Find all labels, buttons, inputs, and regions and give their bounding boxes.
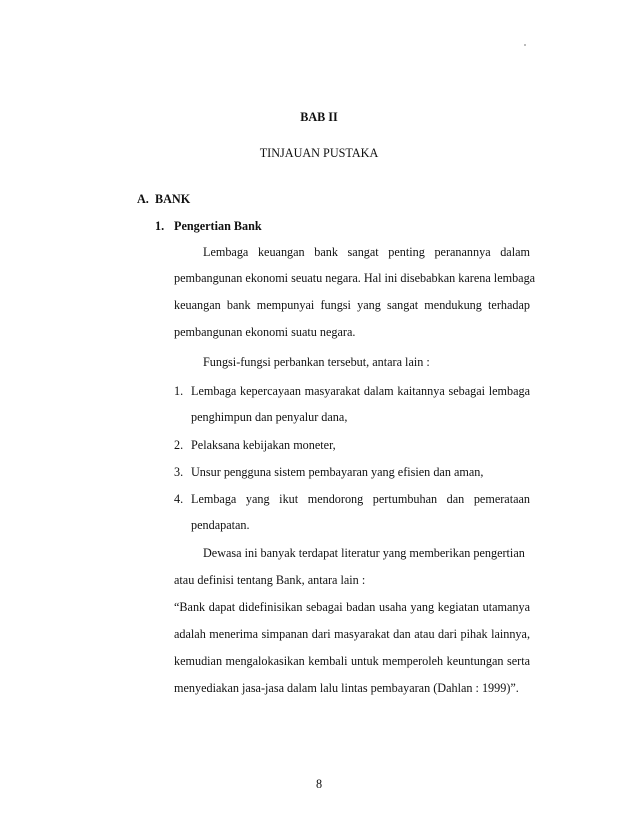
chapter-number: BAB II (300, 110, 338, 124)
subsection-label: 1. (155, 219, 165, 233)
section-label: A. (137, 192, 149, 206)
quote-line: menyediakan jasa-jasa dalam lalu lintas pembayaran (Dahlan : 1999)”. (174, 681, 519, 695)
paragraph-line: Dewasa ini banyak terdapat literatur yang memberikan pengertian (203, 546, 525, 560)
section-title: BANK (155, 192, 191, 206)
paragraph-line: atau definisi tentang Bank, antara lain : (174, 573, 366, 587)
list-item-number: 2. (174, 438, 184, 452)
paragraph-line: pembangunan ekonomi suatu negara. (174, 325, 356, 339)
list-item-text: penghimpun dan penyalur dana, (191, 410, 348, 424)
corner-dot (524, 44, 526, 46)
list-item-number: 1. (174, 384, 184, 398)
quote-line: kemudian mengalokasikan kembali untuk memperoleh keuntungan serta (174, 654, 530, 668)
paragraph-line: keuangan bank mempunyai fungsi yang sangat mendukung terhadap (174, 298, 530, 312)
list-item-number: 4. (174, 492, 184, 506)
paragraph-line: pembangunan ekonomi seuatu negara. Hal ini disebabkan karena lembaga (174, 271, 536, 285)
list-item-text: Lembaga yang ikut mendorong pertumbuhan dan pemerataan (191, 492, 530, 506)
list-item-number: 3. (174, 465, 184, 479)
list-item-text: Unsur pengguna sistem pembayaran yang efisien dan aman, (191, 465, 484, 479)
subsection-title: Pengertian Bank (174, 219, 262, 233)
list-item-text: Lembaga kepercayaan masyarakat dalam kaitannya sebagai lembaga (191, 384, 530, 398)
paragraph-line: Fungsi-fungsi perbankan tersebut, antara lain : (203, 355, 430, 369)
paragraph-line: Lembaga keuangan bank sangat penting peranannya dalam (203, 245, 530, 259)
quote-line: adalah menerima simpanan dari masyarakat dan atau dari pihak lainnya, (174, 627, 530, 641)
chapter-title: TINJAUAN PUSTAKA (259, 146, 379, 160)
list-item-text: Pelaksana kebijakan moneter, (191, 438, 336, 452)
list-item-text: pendapatan. (191, 518, 250, 532)
quote-line: “Bank dapat didefinisikan sebagai badan usaha yang kegiatan utamanya (174, 600, 530, 614)
page-number: 8 (315, 777, 323, 791)
